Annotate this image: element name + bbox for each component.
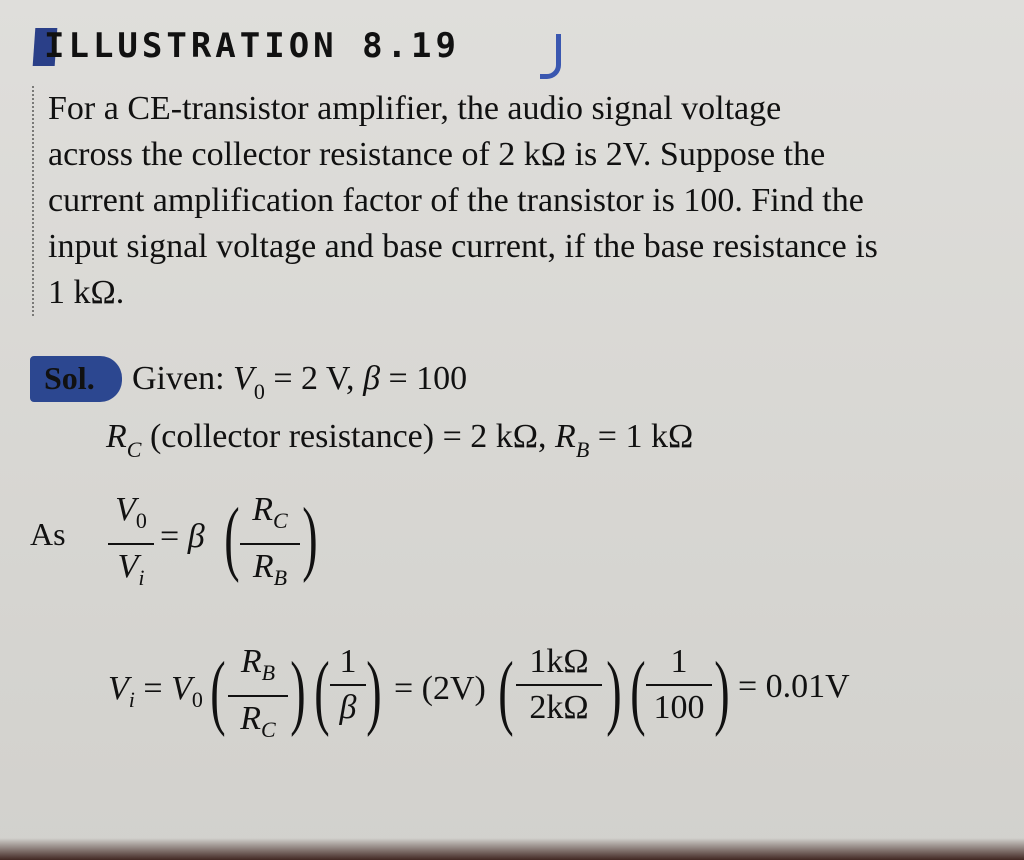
heading-bracket-decoration — [540, 34, 561, 79]
right-paren: ) — [606, 645, 622, 738]
symbol-beta: β — [363, 360, 380, 397]
fraction-rb-over-rc: $R_B$ $R_C$ — [228, 642, 288, 750]
fraction-v0-over-vi: $V_0$ $V_i$ — [108, 490, 154, 598]
page-edge-shadow — [0, 838, 1024, 860]
symbol-rc: R — [106, 418, 127, 455]
solution-badge-label: Sol. — [44, 360, 95, 396]
heading-title: ILLUSTRATION 8.19 — [44, 26, 460, 66]
fraction-1k-over-2k: 1kΩ 2kΩ — [516, 642, 602, 728]
right-paren: ) — [714, 645, 730, 738]
rc-description: (collector resistance) = 2 kΩ, — [149, 418, 547, 455]
right-paren: ) — [366, 645, 382, 738]
problem-margin-rule — [32, 86, 34, 316]
given-line-1: Given: $V_0 = 2$ V, β = 100 — [132, 360, 468, 404]
fraction-one-over-beta: 1 β — [330, 642, 366, 728]
right-paren: ) — [290, 645, 306, 738]
left-paren: ( — [630, 645, 646, 738]
equation-input-voltage — [100, 630, 900, 760]
given-prefix: Given: — [132, 360, 225, 397]
given-v0-value: = 2 V, — [273, 360, 355, 397]
problem-line: current amplification factor of the transistor is 100. Find the — [48, 182, 864, 219]
equation-gain — [100, 480, 340, 610]
problem-line: across the collector resistance of 2 kΩ is 2V. Suppose the — [48, 136, 826, 173]
fraction-rc-over-rb: $R_C$ $R_B$ — [240, 490, 300, 598]
problem-line: input signal voltage and base current, if the base resistance is — [48, 228, 878, 265]
left-paren: ( — [210, 645, 226, 738]
result-value: = 0.01V — [738, 668, 850, 705]
rb-value: = 1 kΩ — [597, 418, 694, 455]
symbol-rb: R — [555, 418, 576, 455]
left-paren: ( — [314, 645, 330, 738]
fraction-one-over-hundred: 1 100 — [646, 642, 712, 728]
right-paren: ) — [302, 491, 318, 584]
problem-line: 1 kΩ. — [48, 274, 125, 311]
equals-2v: = (2V) — [394, 670, 486, 707]
left-paren: ( — [224, 491, 240, 584]
as-label: As — [30, 516, 66, 552]
illustration-heading — [34, 22, 524, 68]
given-beta-value: = 100 — [388, 360, 468, 397]
left-paren: ( — [498, 645, 514, 738]
given-line-2: $R_C$ (collector resistance) = 2 kΩ, $R_B = 1$ kΩ — [106, 418, 694, 462]
problem-statement — [48, 86, 1002, 316]
vi-equals-v0: $V_i = V_0$ — [108, 670, 203, 712]
problem-line: For a CE-transistor amplifier, the audio signal voltage — [48, 90, 782, 127]
equals-beta: = β — [160, 518, 205, 555]
symbol-v0: V — [233, 360, 254, 397]
